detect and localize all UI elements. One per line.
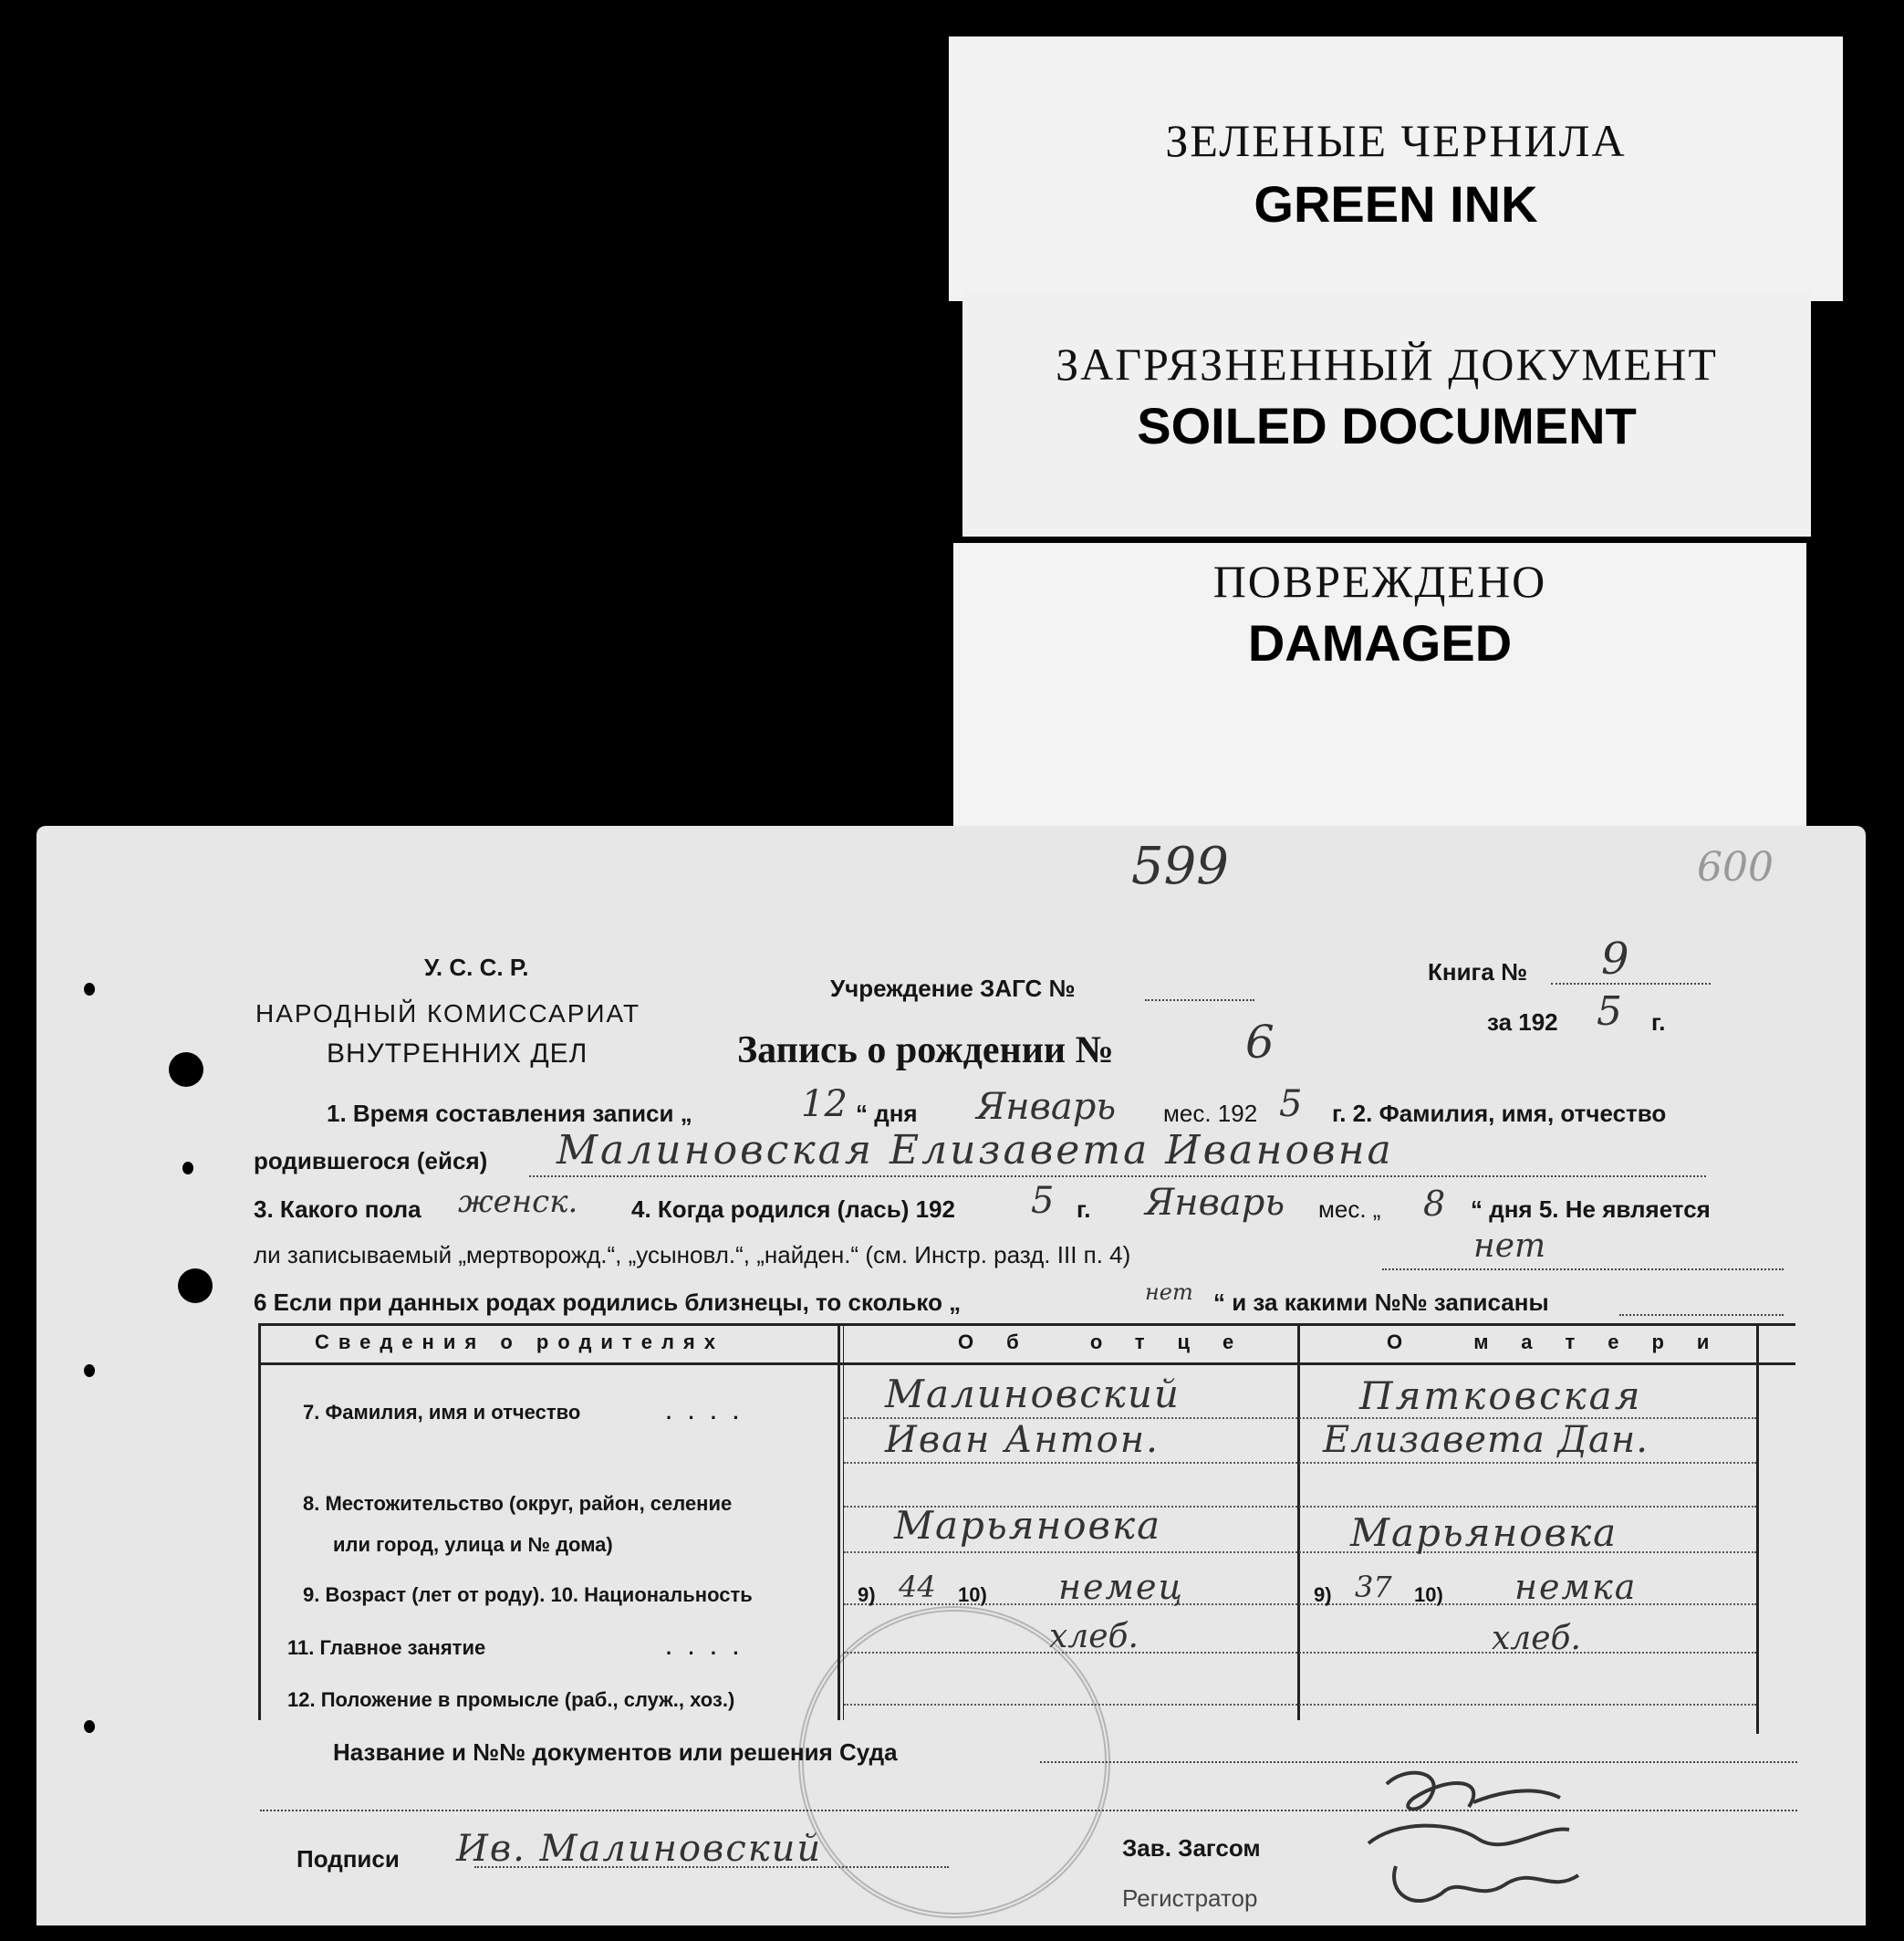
line3-text-d: мес. „ <box>1318 1195 1381 1223</box>
speck <box>84 1720 95 1733</box>
line5-text-a: 6 Если при данных родах родились близнецы, то сколько „ <box>254 1289 962 1316</box>
father-occupation: хлеб. <box>1049 1618 1139 1655</box>
punch-hole <box>178 1268 213 1303</box>
birth-day: 8 <box>1423 1184 1446 1224</box>
line1-text-d: г. 2. Фамилия, имя, отчество <box>1332 1100 1667 1127</box>
official-signature <box>1332 1757 1642 1925</box>
line4-text: ли записываемый „мертворожд.“, „усыновл.“, „найден.“ (см. Инстр. разд. III п. 4) <box>254 1241 1131 1268</box>
mother-age-label: 9) <box>1314 1583 1332 1606</box>
green-ink-label <box>949 37 1843 301</box>
mother-given-names: Елизавета Дан. <box>1323 1419 1649 1461</box>
zags-number-field <box>1145 999 1254 1001</box>
signature-value: Ив. Малиновский <box>456 1828 823 1870</box>
line5-field <box>1619 1314 1784 1316</box>
row-rule <box>844 1704 1756 1706</box>
row-full-name-dots: . . . . <box>666 1401 739 1424</box>
row-residence-label-1: 8. Местожительство (округ, район, селение <box>303 1492 733 1515</box>
line3-text-c: г. <box>1077 1195 1091 1223</box>
soiled-en: SOILED DOCUMENT <box>1137 397 1637 454</box>
row-trade-position-label: 12. Положение в промысле (раб., служ., хоз.) <box>287 1688 735 1711</box>
father-residence: Марьяновка <box>894 1503 1162 1548</box>
punch-hole <box>169 1052 203 1087</box>
record-number: 6 <box>1245 1016 1275 1069</box>
father-given-names: Иван Антон. <box>885 1419 1160 1461</box>
line1-text-a: 1. Время составления записи „ <box>327 1100 692 1127</box>
line2-label: родившегося (ейся) <box>254 1147 488 1174</box>
speck <box>182 1162 193 1174</box>
damaged-ru: ПОВРЕЖДЕНО <box>1212 556 1547 607</box>
birth-year: 5 <box>1031 1180 1055 1222</box>
line1-text-c: мес. 192 <box>1163 1100 1258 1127</box>
father-surname: Малиновский <box>885 1372 1181 1416</box>
table-head-mother: О матери <box>1387 1331 1743 1353</box>
father-age-label: 9) <box>858 1583 876 1606</box>
father-nationality: немец <box>1058 1567 1185 1607</box>
year-value: 5 <box>1597 988 1622 1035</box>
speck <box>84 1364 95 1377</box>
damaged-label <box>953 543 1806 826</box>
year-label: за 192 <box>1487 1008 1558 1036</box>
row-full-name-label: 7. Фамилия, имя и отчество <box>303 1401 581 1424</box>
birth-record-card <box>36 826 1866 1925</box>
line1-text-b: “ дня <box>856 1100 918 1127</box>
table-top-rule <box>258 1323 1795 1326</box>
year-suffix: г. <box>1651 1008 1666 1036</box>
row-residence-label-2: или город, улица и № дома) <box>333 1533 613 1556</box>
book-field <box>1551 983 1711 985</box>
page-number: 599 <box>1131 837 1229 896</box>
row-rule <box>844 1462 1756 1464</box>
line3-text-a: 3. Какого пола <box>254 1195 421 1223</box>
damaged-en: DAMAGED <box>1247 614 1513 672</box>
table-col1-rule <box>838 1323 840 1720</box>
green-ink-en: GREEN INK <box>1254 175 1538 233</box>
mother-occupation: хлеб. <box>1492 1620 1581 1657</box>
row-rule <box>844 1551 1756 1553</box>
mother-surname: Пятковская <box>1359 1373 1643 1418</box>
table-left-rule <box>258 1323 261 1720</box>
soiled-document-label <box>962 290 1811 537</box>
row-occupation-label: 11. Главное занятие <box>287 1636 486 1659</box>
record-year: 5 <box>1279 1083 1303 1125</box>
table-head-father: Об отце <box>958 1331 1267 1353</box>
row-occupation-dots: . . . . <box>666 1636 739 1659</box>
table-col2-rule <box>1297 1323 1300 1720</box>
signatures-label: Подписи <box>297 1845 400 1873</box>
father-nationality-label: 10) <box>958 1583 987 1606</box>
line5-text-b: “ и за какими №№ записаны <box>1213 1289 1549 1316</box>
page-number-alt: 600 <box>1697 844 1774 891</box>
table-col1-rule <box>843 1323 844 1720</box>
table-right-rule <box>1756 1323 1759 1734</box>
line3-text-e: “ дня 5. Не является <box>1471 1195 1711 1223</box>
stillborn-value: нет <box>1473 1227 1546 1265</box>
child-name-field <box>529 1175 1706 1177</box>
ussr-label: У. С. С. Р. <box>424 954 529 981</box>
child-sex: женск. <box>458 1184 578 1220</box>
father-age: 44 <box>899 1570 936 1604</box>
line4-field <box>1382 1268 1784 1270</box>
record-month: Январь <box>976 1086 1117 1128</box>
zags-label: Учреждение ЗАГС № <box>830 975 1076 1002</box>
book-label: Книга № <box>1428 958 1528 986</box>
line3-text-b: 4. Когда родился (лась) 192 <box>631 1195 955 1223</box>
registrar-label: Регистратор <box>1122 1884 1258 1912</box>
table-head-parents: Сведения о родителях <box>315 1331 725 1353</box>
birth-month: Январь <box>1145 1182 1285 1224</box>
mother-nationality-label: 10) <box>1414 1583 1443 1606</box>
twins-value: нет <box>1145 1279 1193 1305</box>
green-ink-ru: ЗЕЛЕНЫЕ ЧЕРНИЛА <box>1165 115 1627 166</box>
table-head-rule <box>258 1362 1795 1365</box>
child-name: Малиновская Елизавета Ивановна <box>557 1127 1394 1174</box>
row-rule <box>844 1652 1756 1654</box>
mother-residence: Марьяновка <box>1350 1510 1618 1555</box>
book-value: 9 <box>1601 934 1629 985</box>
signature-field <box>474 1866 949 1868</box>
mother-age: 37 <box>1355 1570 1392 1604</box>
record-day: 12 <box>801 1083 848 1125</box>
speck <box>84 983 95 996</box>
head-zags-label: Зав. Загсом <box>1122 1834 1261 1862</box>
soiled-ru: ЗАГРЯЗНЕННЫЙ ДОКУМЕНТ <box>1056 339 1718 390</box>
mother-nationality: немка <box>1514 1567 1638 1607</box>
commissariat-line-2: ВНУТРЕННИХ ДЕЛ <box>327 1038 588 1069</box>
commissariat-line-1: НАРОДНЫЙ КОМИССАРИАТ <box>255 999 641 1028</box>
row-age-nationality-label: 9. Возраст (лет от роду). 10. Национальность <box>303 1583 753 1606</box>
record-title: Запись о рождении № <box>737 1029 1114 1071</box>
documents-label: Название и №№ документов или решения Суда <box>333 1738 898 1766</box>
